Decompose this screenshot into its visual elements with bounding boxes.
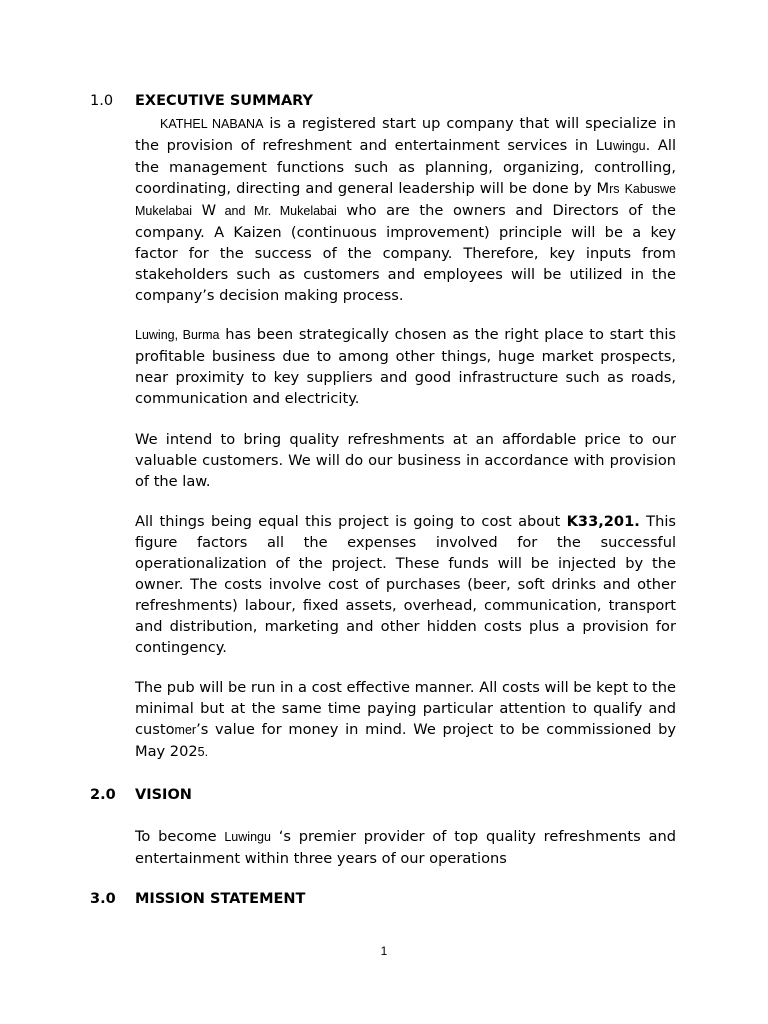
page-number: 1: [380, 944, 388, 958]
location-name: Luwingu: [224, 830, 271, 844]
section-number: 1.0: [90, 93, 114, 109]
section-heading-executive-summary: [90, 92, 313, 110]
project-cost: K33,201.: [566, 513, 640, 530]
owner-name: Kabuswe Mukelabai: [135, 182, 677, 218]
location-name: Luwing, Burma: [135, 328, 220, 342]
section-heading-mission: [90, 890, 305, 908]
exec-summary-paragraph-2: Luwing, Burma has been strategically chosen as the right place to start this profitable business due to among other things, huge market prospects, near proximity to key suppliers and good infrastructure such as roads, communication and electricity.: [135, 326, 677, 407]
section-number: 2.0: [90, 787, 116, 803]
exec-summary-paragraph-1: KATHEL NABANA is a registered start up company that will specialize in the provision of refreshment and entertainment services in Luwingu. All the management functions such as planning, organizing, controlling, coordinating, directing and general leadership will be done by Mrs Kabuswe Mukelabai W and Mr. Mukelabai who are the owners and Directors of the company. A Kaizen (continuous improvement) principle will be a key factor for the success of the company. Therefore, key inputs from stakeholders such as customers and employees will be utilized in the company’s decision making process.: [135, 115, 677, 304]
section-title: VISION: [135, 787, 192, 803]
section-number: 3.0: [90, 891, 116, 907]
exec-summary-paragraph-4: All things being equal this project is going to cost about K33,201. This figure factors all the expenses involved for the successful operationalization of the project. These funds will be injected by the owner. The costs involve cost of purchases (beer, soft drinks and other refreshments) labour, fixed assets, overhead, communication, transport and distribution, marketing and other hidden costs plus a provision for contingency.: [135, 513, 676, 656]
company-name: KATHEL NABANA: [160, 117, 264, 131]
section-title: EXECUTIVE SUMMARY: [135, 93, 314, 109]
vision-paragraph: To become Luwingu ‘s premier provider of top quality refreshments and entertainment within three years of our operations: [135, 828, 677, 867]
exec-summary-paragraph-5: The pub will be run in a cost effective manner. All costs will be kept to the minimal but at the same time paying particular attention to qualify and customer’s value for money in mind. We project to be commissioned by May 2025.: [135, 679, 676, 760]
section-heading-vision: [90, 786, 192, 804]
section-title: MISSION STATEMENT: [135, 891, 306, 907]
exec-summary-paragraph-3: We intend to bring quality refreshments at an affordable price to our valuable customers. We will do our business in accordance with provision of the law.: [135, 431, 676, 490]
